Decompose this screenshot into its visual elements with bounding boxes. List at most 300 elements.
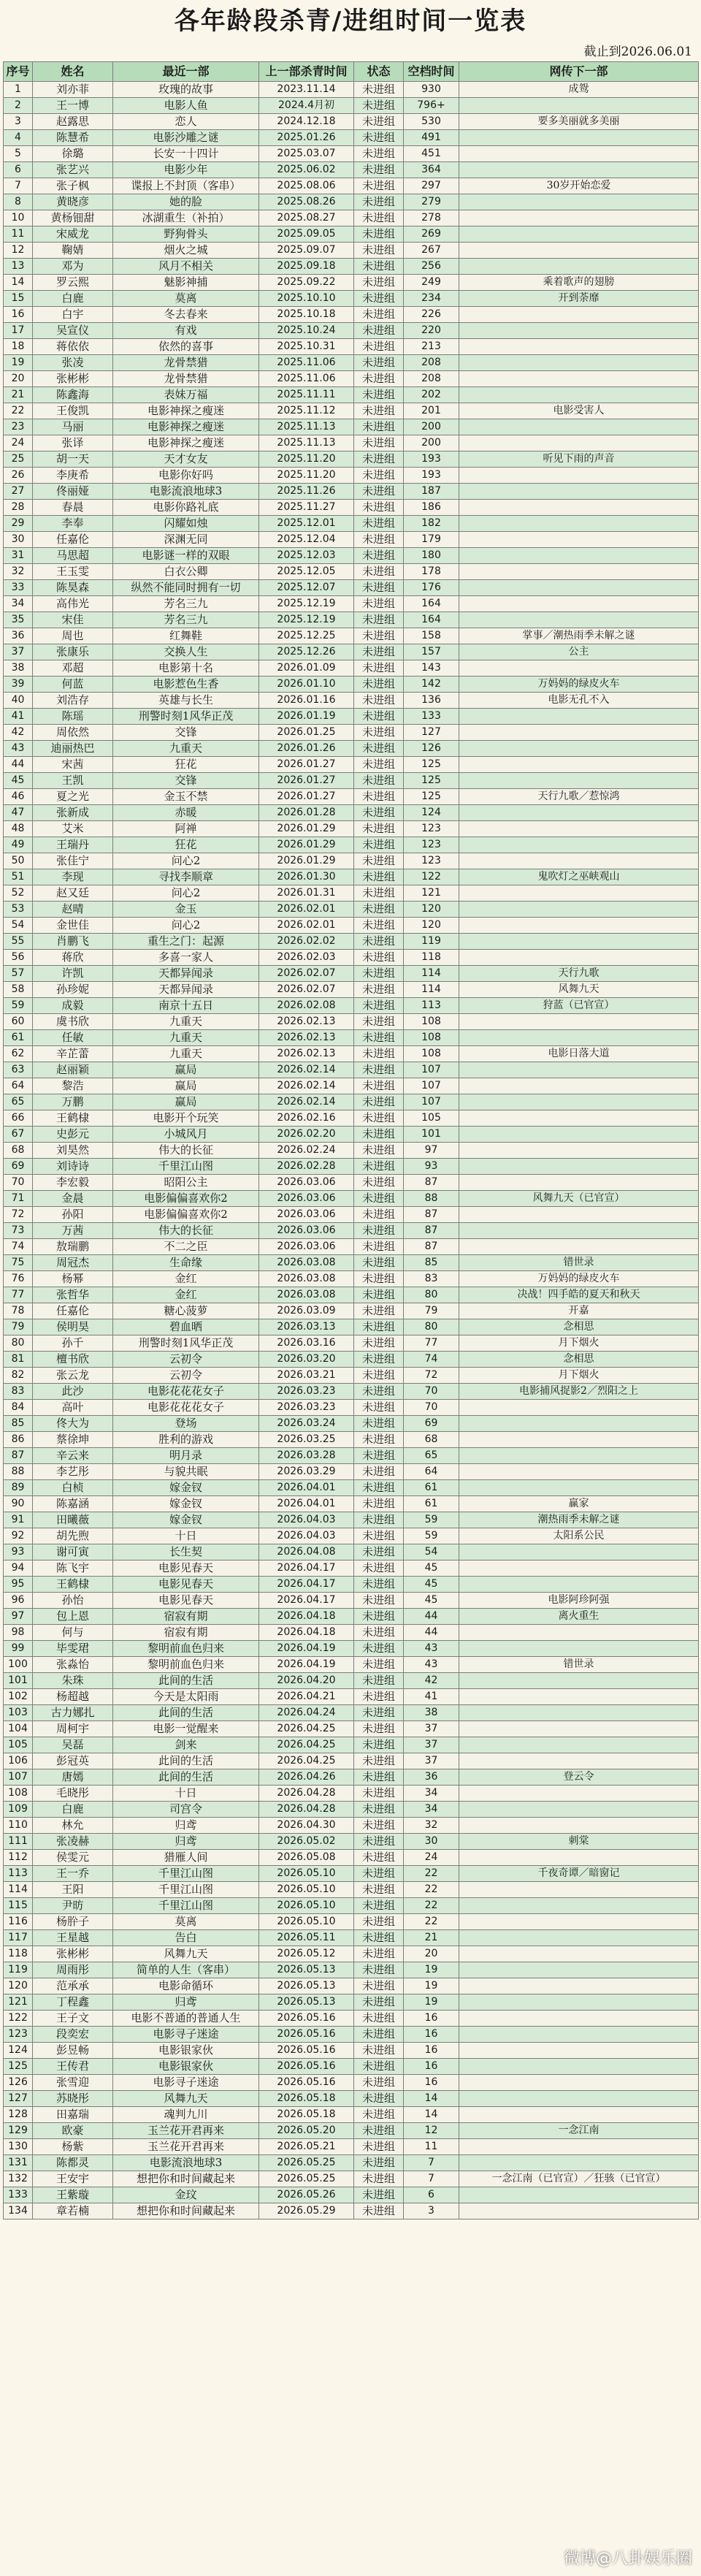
table-row	[4, 1255, 699, 1271]
cell-gap: 37	[404, 1737, 459, 1753]
cell-wrap-date: 2026.04.18	[259, 1609, 354, 1625]
watermark: 微博@八卦娱乐圈	[563, 2550, 692, 2568]
cell-wrap-date: 2026.02.14	[259, 1078, 354, 1094]
cell-latest-work: 电影银家伙	[113, 2043, 259, 2059]
cell-status: 未进组	[354, 1400, 404, 1416]
cell-latest-work: 电影见春天	[113, 1561, 259, 1577]
table-row	[4, 275, 699, 291]
cell-wrap-date: 2026.01.29	[259, 837, 354, 853]
cell-wrap-date: 2025.11.06	[259, 355, 354, 371]
cell-gap: 143	[404, 660, 459, 677]
cell-wrap-date: 2025.11.26	[259, 484, 354, 500]
cell-gap: 87	[404, 1223, 459, 1239]
cell-gap: 16	[404, 2027, 459, 2043]
cell-name: 何与	[33, 1625, 113, 1641]
cell-latest-work: 魅影神捕	[113, 275, 259, 291]
table-row	[4, 644, 699, 660]
col-header-name: 姓名	[33, 62, 113, 82]
schedule-table	[3, 61, 699, 2219]
cell-index: 42	[4, 725, 33, 741]
cell-status: 未进组	[354, 1802, 404, 1818]
cell-name: 陈鑫海	[33, 387, 113, 403]
cell-gap: 34	[404, 1786, 459, 1802]
cell-name: 王一乔	[33, 1866, 113, 1882]
cell-status: 未进组	[354, 853, 404, 869]
cell-index: 11	[4, 226, 33, 243]
cell-index: 132	[4, 2171, 33, 2187]
cell-gap: 64	[404, 1464, 459, 1480]
cell-latest-work: 玫瑰的故事	[113, 82, 259, 98]
cell-wrap-date: 2026.05.16	[259, 2075, 354, 2091]
cell-status: 未进组	[354, 1641, 404, 1657]
cell-status: 未进组	[354, 1143, 404, 1159]
table-row	[4, 1432, 699, 1448]
cell-gap: 123	[404, 853, 459, 869]
cell-latest-work: 此间的生活	[113, 1705, 259, 1721]
table-row	[4, 580, 699, 596]
cell-latest-work: 宿寂有期	[113, 1625, 259, 1641]
cell-rumored-next	[459, 468, 699, 484]
cell-gap: 213	[404, 339, 459, 355]
table-row	[4, 998, 699, 1014]
cell-index: 122	[4, 2011, 33, 2027]
cell-status: 未进组	[354, 934, 404, 950]
table-row	[4, 2075, 699, 2091]
cell-index: 35	[4, 612, 33, 628]
cell-gap: 226	[404, 307, 459, 323]
cell-rumored-next	[459, 1737, 699, 1753]
table-row	[4, 1561, 699, 1577]
cell-latest-work: 九重天	[113, 741, 259, 757]
cell-index: 12	[4, 243, 33, 259]
cell-index: 85	[4, 1416, 33, 1432]
table-body	[4, 82, 699, 2219]
cell-gap: 61	[404, 1480, 459, 1496]
table-row	[4, 982, 699, 998]
cell-gap: 451	[404, 146, 459, 162]
cell-latest-work: 电影你路礼底	[113, 500, 259, 516]
cell-wrap-date: 2026.05.25	[259, 2171, 354, 2187]
cell-rumored-next	[459, 1207, 699, 1223]
cell-wrap-date: 2026.05.13	[259, 1978, 354, 1994]
cell-status: 未进组	[354, 1319, 404, 1335]
cell-wrap-date: 2026.04.28	[259, 1786, 354, 1802]
cell-name: 侯雯元	[33, 1850, 113, 1866]
cell-rumored-next	[459, 1464, 699, 1480]
cell-gap: 22	[404, 1898, 459, 1914]
table-row	[4, 950, 699, 966]
cell-rumored-next: 要多美丽就多美丽	[459, 114, 699, 130]
cell-rumored-next	[459, 1400, 699, 1416]
cell-wrap-date: 2025.10.10	[259, 291, 354, 307]
cell-rumored-next	[459, 226, 699, 243]
table-row	[4, 885, 699, 902]
cell-index: 39	[4, 677, 33, 693]
cell-status: 未进组	[354, 885, 404, 902]
cell-name: 张凌赫	[33, 1834, 113, 1850]
col-header-index: 序号	[4, 62, 33, 82]
cell-latest-work: 千里江山图	[113, 1882, 259, 1898]
cell-name: 迪丽热巴	[33, 741, 113, 757]
cell-status: 未进组	[354, 1384, 404, 1400]
cell-latest-work: 嫁金钗	[113, 1480, 259, 1496]
cell-index: 58	[4, 982, 33, 998]
cell-status: 未进组	[354, 1303, 404, 1319]
cell-wrap-date: 2026.02.03	[259, 950, 354, 966]
cell-name: 陈嘉涵	[33, 1496, 113, 1512]
table-row	[4, 1802, 699, 1818]
cell-status: 未进组	[354, 1239, 404, 1255]
cell-index: 97	[4, 1609, 33, 1625]
cell-name: 佟大为	[33, 1416, 113, 1432]
table-row	[4, 2203, 699, 2219]
table-row	[4, 82, 699, 98]
cell-index: 44	[4, 757, 33, 773]
cell-rumored-next: 成鸳	[459, 82, 699, 98]
cell-index: 53	[4, 902, 33, 918]
cell-gap: 186	[404, 500, 459, 516]
cell-gap: 114	[404, 982, 459, 998]
table-row	[4, 1705, 699, 1721]
cell-gap: 20	[404, 1946, 459, 1962]
cell-index: 14	[4, 275, 33, 291]
cell-rumored-next	[459, 1544, 699, 1561]
cell-rumored-next: 掌事／潮热雨季未解之谜	[459, 628, 699, 644]
cell-wrap-date: 2025.12.04	[259, 532, 354, 548]
cell-rumored-next: 狩蓝（已官宣）	[459, 998, 699, 1014]
cell-gap: 200	[404, 435, 459, 451]
cell-index: 102	[4, 1689, 33, 1705]
table-row	[4, 291, 699, 307]
cell-name: 张淼怡	[33, 1657, 113, 1673]
cell-status: 未进组	[354, 660, 404, 677]
cell-gap: 180	[404, 548, 459, 564]
cell-index: 134	[4, 2203, 33, 2219]
cell-status: 未进组	[354, 1914, 404, 1930]
cell-index: 45	[4, 773, 33, 789]
cell-wrap-date: 2025.10.24	[259, 323, 354, 339]
cell-index: 26	[4, 468, 33, 484]
cell-rumored-next	[459, 1898, 699, 1914]
table-row	[4, 564, 699, 580]
table-row	[4, 628, 699, 644]
cell-status: 未进组	[354, 564, 404, 580]
cell-name: 夏之光	[33, 789, 113, 805]
cell-name: 马思超	[33, 548, 113, 564]
cell-index: 113	[4, 1866, 33, 1882]
cell-gap: 176	[404, 580, 459, 596]
cell-name: 蔡徐坤	[33, 1432, 113, 1448]
cell-index: 80	[4, 1335, 33, 1352]
cell-status: 未进组	[354, 1609, 404, 1625]
col-header-wrap-date: 上一部杀青时间	[259, 62, 354, 82]
cell-status: 未进组	[354, 2107, 404, 2123]
cell-latest-work: 电影惹色生香	[113, 677, 259, 693]
cell-name: 陈瑶	[33, 709, 113, 725]
cell-gap: 142	[404, 677, 459, 693]
cell-name: 李艺彤	[33, 1464, 113, 1480]
cell-wrap-date: 2026.04.17	[259, 1577, 354, 1593]
cell-latest-work: 电影沙雕之谜	[113, 130, 259, 146]
table-row	[4, 725, 699, 741]
cell-rumored-next: 月下烟火	[459, 1335, 699, 1352]
table-row	[4, 1094, 699, 1110]
cell-name: 刘亦菲	[33, 82, 113, 98]
cell-wrap-date: 2025.12.03	[259, 548, 354, 564]
cell-gap: 126	[404, 741, 459, 757]
cell-index: 17	[4, 323, 33, 339]
table-row	[4, 821, 699, 837]
cell-latest-work: 南京十五日	[113, 998, 259, 1014]
cell-gap: 202	[404, 387, 459, 403]
cell-gap: 85	[404, 1255, 459, 1271]
cell-wrap-date: 2025.09.18	[259, 259, 354, 275]
cell-rumored-next	[459, 2203, 699, 2219]
cell-status: 未进组	[354, 98, 404, 114]
table-row	[4, 1609, 699, 1625]
cell-latest-work: 此间的生活	[113, 1673, 259, 1689]
cell-status: 未进组	[354, 612, 404, 628]
cell-status: 未进组	[354, 210, 404, 226]
cell-rumored-next: 万妈妈的绿皮火车	[459, 1271, 699, 1287]
table-row	[4, 773, 699, 789]
cell-name: 佟丽娅	[33, 484, 113, 500]
cell-rumored-next	[459, 741, 699, 757]
cell-rumored-next: 千夜奇谭／暗窗记	[459, 1866, 699, 1882]
table-row	[4, 966, 699, 982]
cell-index: 81	[4, 1352, 33, 1368]
cell-rumored-next: 开到荼靡	[459, 291, 699, 307]
cell-name: 罗云熙	[33, 275, 113, 291]
cell-latest-work: 千里江山图	[113, 1866, 259, 1882]
cell-name: 王子文	[33, 2011, 113, 2027]
cell-index: 24	[4, 435, 33, 451]
cell-gap: 45	[404, 1561, 459, 1577]
cell-wrap-date: 2026.04.18	[259, 1625, 354, 1641]
cell-name: 任敏	[33, 1030, 113, 1046]
cell-name: 何蓝	[33, 677, 113, 693]
cell-gap: 59	[404, 1528, 459, 1544]
cell-gap: 179	[404, 532, 459, 548]
cell-wrap-date: 2025.10.18	[259, 307, 354, 323]
cell-wrap-date: 2026.03.09	[259, 1303, 354, 1319]
cell-rumored-next: 听见下雨的声音	[459, 451, 699, 468]
cell-latest-work: 纵然不能同时拥有一切	[113, 580, 259, 596]
cell-index: 55	[4, 934, 33, 950]
cell-latest-work: 胜利的游戏	[113, 1432, 259, 1448]
cell-status: 未进组	[354, 2203, 404, 2219]
cell-gap: 208	[404, 355, 459, 371]
cell-status: 未进组	[354, 693, 404, 709]
cell-rumored-next	[459, 1721, 699, 1737]
cell-rumored-next	[459, 1689, 699, 1705]
cell-name: 王一博	[33, 98, 113, 114]
cell-gap: 256	[404, 259, 459, 275]
cell-status: 未进组	[354, 291, 404, 307]
cell-wrap-date: 2026.02.13	[259, 1030, 354, 1046]
cell-rumored-next	[459, 307, 699, 323]
table-row	[4, 1448, 699, 1464]
cell-name: 王俊凯	[33, 403, 113, 419]
cell-status: 未进组	[354, 275, 404, 291]
cell-status: 未进组	[354, 725, 404, 741]
cell-index: 25	[4, 451, 33, 468]
cell-gap: 278	[404, 210, 459, 226]
cell-wrap-date: 2026.02.14	[259, 1062, 354, 1078]
cell-wrap-date: 2026.04.28	[259, 1802, 354, 1818]
cell-wrap-date: 2026.01.25	[259, 725, 354, 741]
cell-gap: 93	[404, 1159, 459, 1175]
cell-rumored-next	[459, 1480, 699, 1496]
cell-status: 未进组	[354, 837, 404, 853]
cell-latest-work: 十日	[113, 1528, 259, 1544]
cell-gap: 118	[404, 950, 459, 966]
cell-index: 2	[4, 98, 33, 114]
cell-status: 未进组	[354, 114, 404, 130]
cell-gap: 44	[404, 1625, 459, 1641]
cell-rumored-next: 一念江南（已官宣）／狂骇（已官宣）	[459, 2171, 699, 2187]
cell-index: 10	[4, 210, 33, 226]
cell-wrap-date: 2026.03.06	[259, 1207, 354, 1223]
cell-gap: 297	[404, 178, 459, 194]
cell-index: 50	[4, 853, 33, 869]
table-row	[4, 1898, 699, 1914]
cell-rumored-next	[459, 1786, 699, 1802]
cell-latest-work: 谍报上不封顶（客串）	[113, 178, 259, 194]
cell-status: 未进组	[354, 307, 404, 323]
cell-index: 78	[4, 1303, 33, 1319]
cell-latest-work: 红舞鞋	[113, 628, 259, 644]
cell-index: 121	[4, 1994, 33, 2011]
table-row	[4, 1769, 699, 1786]
cell-name: 段奕宏	[33, 2027, 113, 2043]
cell-wrap-date: 2024.12.18	[259, 114, 354, 130]
cell-latest-work: 龙骨禁猎	[113, 371, 259, 387]
cell-rumored-next: 风舞九天（已官宣）	[459, 1191, 699, 1207]
cell-wrap-date: 2026.03.23	[259, 1384, 354, 1400]
cell-status: 未进组	[354, 516, 404, 532]
cell-rumored-next	[459, 1625, 699, 1641]
cell-gap: 208	[404, 371, 459, 387]
cell-status: 未进组	[354, 1962, 404, 1978]
cell-index: 51	[4, 869, 33, 885]
cell-gap: 364	[404, 162, 459, 178]
cell-index: 76	[4, 1271, 33, 1287]
cell-index: 100	[4, 1657, 33, 1673]
cell-rumored-next	[459, 853, 699, 869]
cell-name: 章若楠	[33, 2203, 113, 2219]
cell-name: 杨超越	[33, 1689, 113, 1705]
cell-name: 邓超	[33, 660, 113, 677]
table-row	[4, 789, 699, 805]
cell-index: 107	[4, 1769, 33, 1786]
cell-wrap-date: 2026.02.24	[259, 1143, 354, 1159]
cell-latest-work: 风月不相关	[113, 259, 259, 275]
cell-rumored-next: 公主	[459, 644, 699, 660]
cell-name: 黄晓彦	[33, 194, 113, 210]
cell-index: 18	[4, 339, 33, 355]
cell-status: 未进组	[354, 1223, 404, 1239]
cell-status: 未进组	[354, 451, 404, 468]
table-row	[4, 1303, 699, 1319]
cell-name: 欧豪	[33, 2123, 113, 2139]
cell-name: 白宇	[33, 307, 113, 323]
cell-status: 未进组	[354, 226, 404, 243]
cell-latest-work: 问心2	[113, 853, 259, 869]
cell-latest-work: 莫离	[113, 1914, 259, 1930]
table-row	[4, 1834, 699, 1850]
cell-index: 118	[4, 1946, 33, 1962]
cell-name: 周柯宇	[33, 1721, 113, 1737]
cell-gap: 125	[404, 773, 459, 789]
cell-latest-work: 电影花花花女子	[113, 1384, 259, 1400]
cell-rumored-next	[459, 516, 699, 532]
table-row	[4, 1207, 699, 1223]
cell-rumored-next	[459, 1014, 699, 1030]
cell-index: 57	[4, 966, 33, 982]
cell-name: 彭冠英	[33, 1753, 113, 1769]
cell-rumored-next	[459, 532, 699, 548]
table-row	[4, 853, 699, 869]
cell-status: 未进组	[354, 1769, 404, 1786]
cell-gap: 7	[404, 2155, 459, 2171]
cell-wrap-date: 2026.01.29	[259, 821, 354, 837]
col-header-rumored-next: 网传下一部	[459, 62, 699, 82]
cell-status: 未进组	[354, 1030, 404, 1046]
cell-index: 119	[4, 1962, 33, 1978]
cell-status: 未进组	[354, 1898, 404, 1914]
cell-name: 毕雯珺	[33, 1641, 113, 1657]
cell-rumored-next	[459, 1030, 699, 1046]
cell-latest-work: 登场	[113, 1416, 259, 1432]
cell-wrap-date: 2026.04.19	[259, 1657, 354, 1673]
table-row	[4, 516, 699, 532]
cell-name: 赵露思	[33, 114, 113, 130]
cell-gap: 125	[404, 789, 459, 805]
cell-latest-work: 剑来	[113, 1737, 259, 1753]
cell-name: 邓为	[33, 259, 113, 275]
cell-gap: 79	[404, 1303, 459, 1319]
cell-wrap-date: 2026.05.02	[259, 1834, 354, 1850]
cell-wrap-date: 2026.04.25	[259, 1721, 354, 1737]
cell-rumored-next: 错世录	[459, 1657, 699, 1673]
table-row	[4, 1673, 699, 1689]
cell-status: 未进组	[354, 596, 404, 612]
cell-latest-work: 金玉	[113, 902, 259, 918]
cell-name: 周也	[33, 628, 113, 644]
table-row	[4, 1689, 699, 1705]
cell-status: 未进组	[354, 1786, 404, 1802]
cell-status: 未进组	[354, 998, 404, 1014]
cell-wrap-date: 2026.03.08	[259, 1271, 354, 1287]
cell-index: 34	[4, 596, 33, 612]
cell-rumored-next	[459, 612, 699, 628]
col-header-status: 状态	[354, 62, 404, 82]
cell-index: 126	[4, 2075, 33, 2091]
table-row	[4, 869, 699, 885]
cell-gap: 14	[404, 2107, 459, 2123]
cell-gap: 24	[404, 1850, 459, 1866]
cell-latest-work: 伟大的长征	[113, 1143, 259, 1159]
cell-rumored-next	[459, 500, 699, 516]
cell-latest-work: 依然的喜事	[113, 339, 259, 355]
cell-wrap-date: 2023.11.14	[259, 82, 354, 98]
cell-wrap-date: 2025.08.06	[259, 178, 354, 194]
cell-status: 未进组	[354, 2027, 404, 2043]
table-row	[4, 114, 699, 130]
cell-wrap-date: 2025.12.19	[259, 612, 354, 628]
cell-status: 未进组	[354, 1448, 404, 1464]
